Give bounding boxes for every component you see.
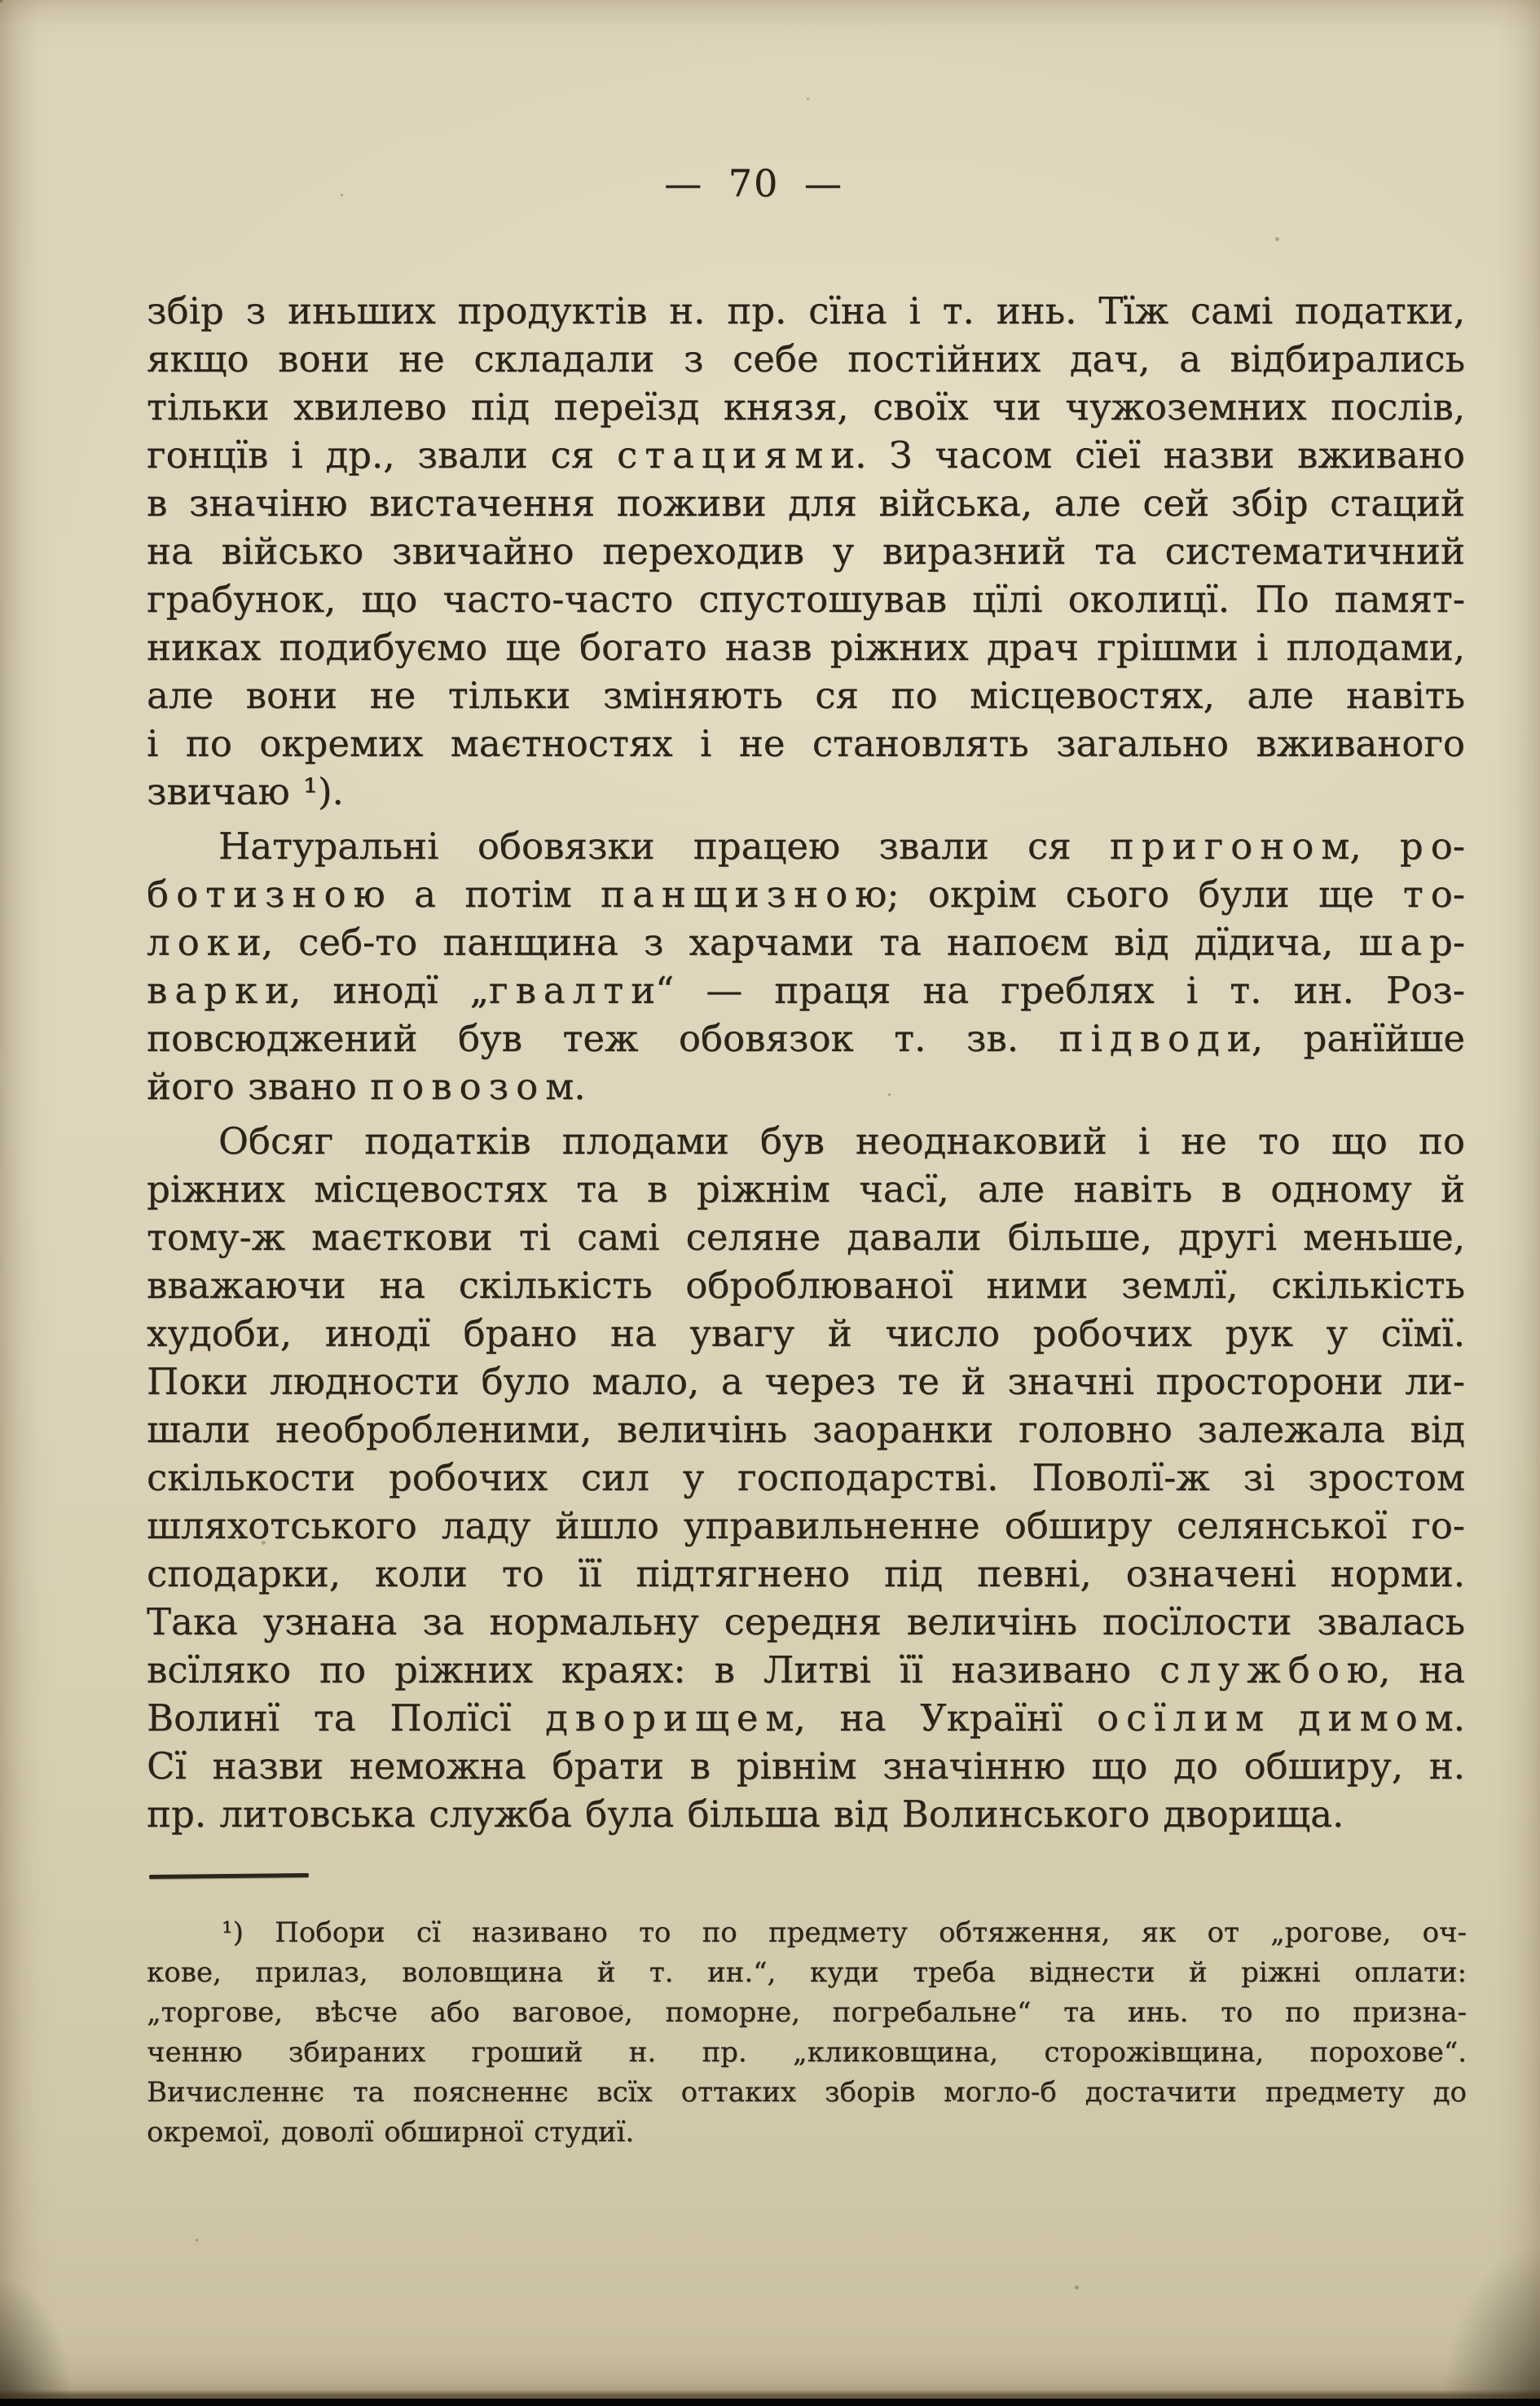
footnote-separator [149,1873,309,1879]
text-line: Натуральні обовязки працею звали ся п р и г о н о м, р о- [218,825,1465,868]
text-line: шали необробленими, величінь заоранки головно залежала від [147,1408,1465,1451]
text-line: никах подибуємо ще богато назв ріжних драч грішми і плодами, [147,626,1465,669]
text-line: звичаю ¹). [147,770,344,813]
text-line: в значіню вистачення поживи для війська, але сей збір стаций [147,482,1465,525]
footnote [147,1913,1467,2153]
text-line: і по окремих маєтностях і не становлять загально вживаного [147,722,1465,765]
footnote-line: Вичисленнє та поясненнє всїх оттаких зборів могло-б достачити предмету до [147,2076,1467,2109]
scan-corner-shadow-right [1442,2243,1540,2406]
text-line: л о к и, себ-то панщина з харчами та напоєм від дїдича, ш а р- [147,921,1465,964]
text-line: тому-ж маєткови ті самі селяне давали більше, другі меньше, [147,1216,1465,1259]
text-line: гонцїв і др., звали ся с т а ц и я м и. З часом сїеї назви вживано [147,433,1465,477]
text-line: шляхотського ладу йшло управильненне обширу селянської го- [147,1504,1465,1547]
text-line: повсюджений був теж обовязок т. зв. п і д в о д и, ранїйше [147,1017,1465,1060]
page-number: — 70 — [664,161,843,205]
scan-corner-shadow-left [0,2276,73,2406]
text-line: Така узнана за нормальну середня величінь посїлости звалась [147,1600,1465,1643]
text-line: тільки хвилево під переїзд князя, своїх чи чужоземних послів, [147,385,1465,429]
text-line: якщо вони не складали з себе постійних дач, а відбирались [147,337,1465,380]
text-line: ріжних місцевостях та в ріжнім часї, але навіть в одному й [147,1168,1465,1211]
text-line: вважаючи на скількість оброблюваної ними землї, скількість [147,1264,1465,1307]
footnote-line: окремої, доволї обширної студиї. [147,2116,635,2149]
text-line: пр. литовська служба була більша від Волинського дворища. [147,1792,1344,1836]
text-line: всїляко по ріжних краях: в Литві її називано с л у ж б о ю, на [147,1648,1465,1691]
paragraph-2 [147,822,1465,1111]
text-line: Сї назви неможна брати в рівнім значінню що до обширу, н. [147,1744,1465,1788]
text-line: Поки людности було мало, а через те й значні просторони ли- [147,1360,1465,1403]
footnote-line: „торгове, вѣсче або ваговое, поморне, погребальне“ та инь. то по призна- [147,1996,1467,2029]
scan-edge-shadow [0,2390,1540,2406]
text-line: на військо звичайно переходив у виразний та систематичний [147,530,1465,573]
text-line: Обсяг податків плодами був неоднаковий і не то що по [218,1119,1465,1163]
text-line: Волинї та Полїсї д в о р и щ е м, на Українї о с ї л и м д и м о м. [147,1696,1465,1740]
paper-specks [0,0,2,2]
main-text [147,287,1465,1838]
footnote-line: кове, прилаз, воловщина й т. ин.“, куди треба віднести й ріжні оплати: [147,1956,1467,1989]
footnote-line: ченню збираних гроший н. пр. „кликовщина, сторожівщина, порохове“. [147,2036,1467,2069]
text-line: але вони не тільки зміняють ся по місцевостях, але навіть [147,674,1465,717]
footnote-line: ¹) Побори сї називано то по предмету обтяження, як от „рогове, оч- [222,1916,1467,1949]
text-line: грабунок, що часто-часто спустошував цїлі околицї. По памят- [147,578,1465,621]
text-line: б о т и з н о ю а потім п а н щ и з н о ю; окрім сього були ще т о- [147,873,1465,916]
text-line: скількости робочих сил у господарстві. Поволї-ж зі зростом [147,1456,1465,1499]
text-line: сподарки, коли то її підтягнено під певні, означені норми. [147,1552,1465,1595]
text-line: збір з иньших продуктів н. пр. сїна і т. инь. Тїж самі податки, [147,289,1465,332]
text-line: в а р к и, инодї „г в а л т и“ — праця на греблях і т. ин. Роз- [147,969,1465,1012]
text-line: худоби, инодї брано на увагу й число робочих рук у сїмї. [147,1312,1465,1355]
paragraph-3 [147,1117,1465,1838]
text-line: його звано п о в о з о м. [147,1065,586,1108]
paragraph-1 [147,287,1465,816]
